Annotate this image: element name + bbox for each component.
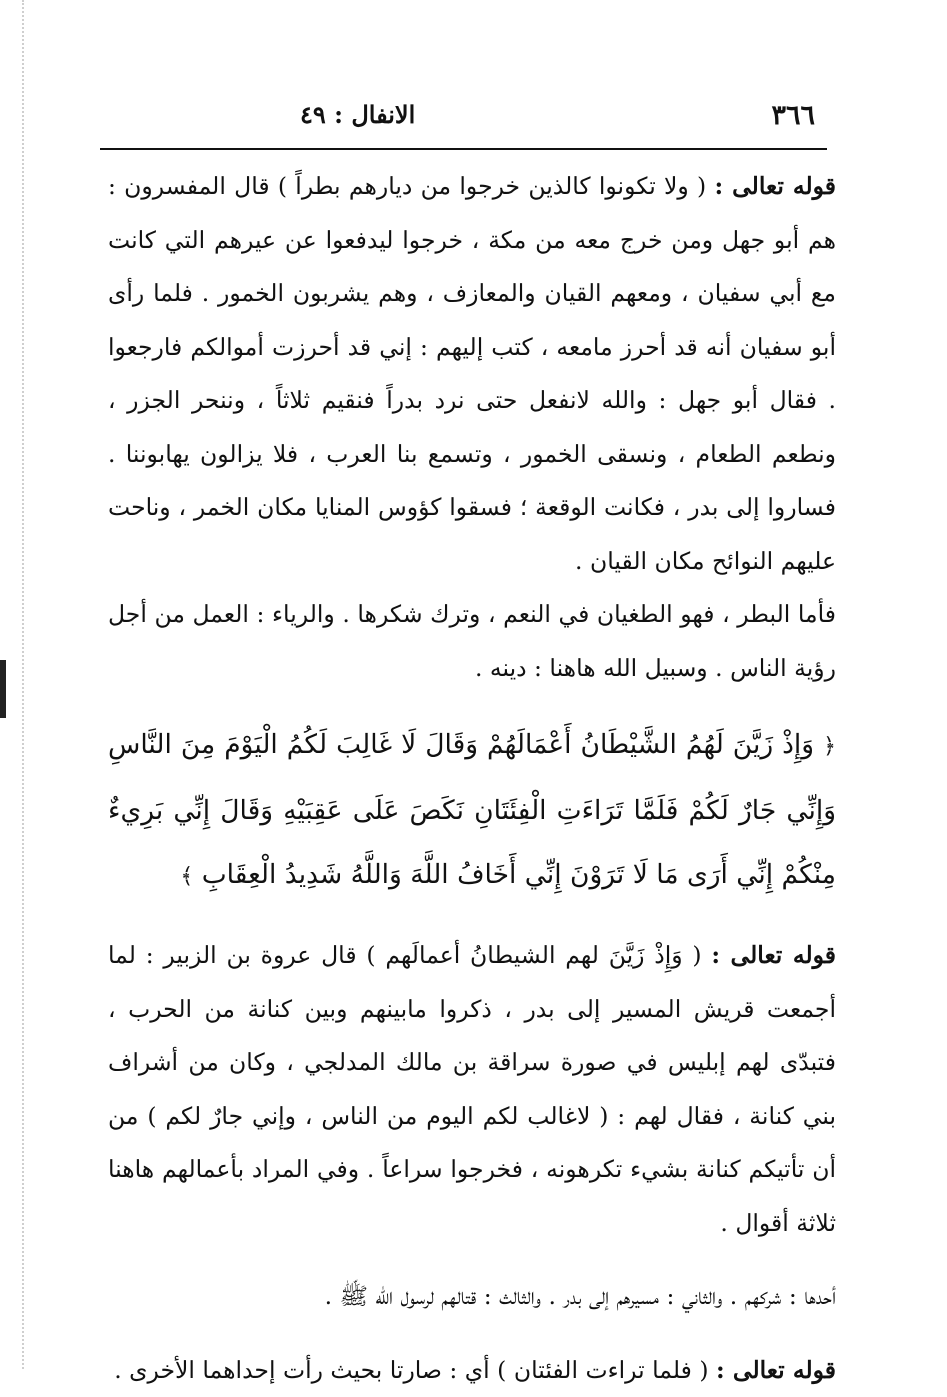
verse-close-mark: ﴾	[180, 864, 193, 889]
running-title: الانفال : ٤٩	[300, 100, 415, 129]
paragraph-label: قوله تعالى :	[711, 941, 836, 969]
page-body	[108, 160, 836, 1397]
paragraph-label: قوله تعالى :	[714, 172, 836, 200]
paragraph-text: ( فلما تراءت الفئتان ) أي : صارتا بحيث رأت إحداهما الأخرى .	[114, 1356, 708, 1384]
paragraph-text: ( ولا تكونوا كالذين خرجوا من ديارهم بطراً ) قال المفسرون : هم أبو جهل ومن خرج معه من مكة ، خرجوا ليدفعوا عن عيرهم التي كانت مع أبي سفيان ، ومعهم القيان والمعازف ، وهم يشربون الخمور . فلما رأى أبو سفيان أنه قد أحرز مامعه ، كتب إليهم : إني قد أحرزت أموالكم فارجعوا . فقال أبو جهل : والله لانفعل حتى نرد بدراً فنقيم ثلاثاً ، وننحر الجزر ، ونطعم الطعام ، ونسقى الخمور ، وتسمع بنا العرب ، فلا يزالون يهابوننا . فساروا إلى بدر ، فكانت الوقعة ؛ فسقوا كؤوس المنايا مكان الخمر ، وناحت عليهم النوائح مكان القيان .	[108, 172, 836, 575]
page-number: ٣٦٦	[771, 100, 815, 131]
scan-margin-line	[22, 0, 24, 1369]
paragraph-text: فأما البطر ، فهو الطغيان في النعم ، وترك شكرها . والرياء : العمل من أجل رؤية الناس . وسبيل الله هاهنا : دينه .	[108, 600, 836, 682]
page-header	[100, 100, 815, 136]
verse-text: وَإِذْ زَيَّنَ لَهُمُ الشَّيْطَانُ أَعْمَالَهُمْ وَقَالَ لَا غَالِبَ لَكُمُ الْيَوْمَ مِنَ النَّاسِ وَإِنِّي جَارٌ لَكُمْ فَلَمَّا تَرَاءَتِ الْفِئَتَانِ نَكَصَ عَلَى عَقِبَيْهِ وَقَالَ إِنِّي بَرِيءٌ مِنْكُمْ إِنِّي أَرَى مَا لَا تَرَوْنَ إِنِّي أَخَافُ اللَّهَ وَاللَّهُ شَدِيدُ الْعِقَابِ	[108, 729, 836, 890]
paragraph-tafsir-2	[108, 588, 836, 695]
paragraph-label: قوله تعالى :	[716, 1356, 836, 1384]
quran-verse	[108, 713, 836, 909]
scan-edge-mark	[0, 660, 6, 718]
paragraph-text: ( وَإِذْ زَيَّنَ لهم الشيطانُ أعمالَهم ) قال عروة بن الزبير : لما أجمعت قريش المسير إلى بدر ، ذكروا مابينهم وبين كنانة من الحرب ، فتبدّى لهم إبليس في صورة سراقة بن مالك المدلجي ، وكان من أشراف بني كنانة ، فقال لهم : ( لاغالب لكم اليوم من الناس ، وإني جارٌ لكم ) من أن تأتيكم كنانة بشيء تكرهونه ، فخرجوا سراعاً . وفي المراد بأعمالهم هاهنا ثلاثة أقوال .	[108, 941, 836, 1237]
paragraph-commentary-1	[108, 929, 836, 1250]
paragraph-commentary-3	[108, 1344, 836, 1397]
verse-open-mark: ﴿	[823, 734, 836, 759]
header-rule	[100, 148, 827, 150]
paragraph-text: أحدها : شركهم . والثاني : مسيرهم إلى بدر . والثالث : قتالهم لرسول الله ﷺ .	[325, 1282, 836, 1310]
paragraph-tafsir-1	[108, 160, 836, 588]
paragraph-commentary-2	[108, 1270, 836, 1324]
